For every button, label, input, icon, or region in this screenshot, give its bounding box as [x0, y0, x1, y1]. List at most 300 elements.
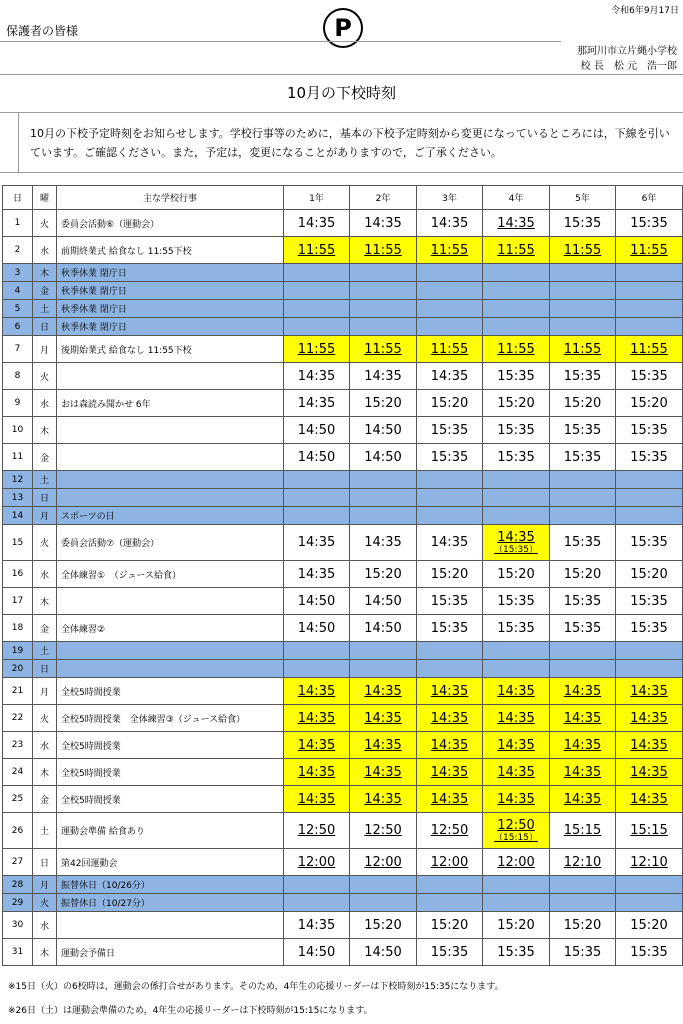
time-value: 15:35	[563, 535, 602, 550]
time-cell	[284, 507, 350, 525]
time-value: 14:35	[364, 368, 402, 384]
time-cell	[284, 300, 350, 318]
event-cell: 前期終業式 給食なし 11:55下校	[57, 237, 284, 264]
time-cell	[550, 444, 616, 471]
time-cell	[483, 300, 550, 318]
day-cell: 22	[3, 705, 33, 732]
time-cell	[483, 444, 550, 471]
day-cell: 2	[3, 237, 33, 264]
event-cell: 運動会準備 給食あり	[57, 813, 284, 849]
weekday-cell: 火	[33, 210, 57, 237]
schedule-table	[2, 185, 683, 966]
weekday-cell: 土	[33, 642, 57, 660]
table-row	[3, 489, 683, 507]
time-cell	[284, 318, 350, 336]
time-cell	[550, 210, 616, 237]
time-cell	[284, 363, 350, 390]
time-value: 14:35	[430, 764, 469, 780]
time-value: 14:35	[497, 683, 535, 699]
time-value: 14:35	[430, 737, 469, 753]
time-cell	[350, 363, 417, 390]
time-cell	[284, 732, 350, 759]
time-value: 15:35	[630, 449, 668, 465]
time-value: 15:20	[630, 917, 668, 933]
time-cell	[284, 417, 350, 444]
time-cell	[284, 939, 350, 966]
day-cell: 7	[3, 336, 33, 363]
time-cell	[284, 525, 350, 561]
time-value: 14:35	[430, 215, 469, 231]
time-cell	[483, 282, 550, 300]
school-name: 那珂川市立片縄小学校	[577, 46, 677, 57]
time-cell	[417, 660, 483, 678]
time-cell	[417, 732, 483, 759]
time-value: 15:35	[563, 215, 602, 231]
table-row	[3, 318, 683, 336]
time-cell	[350, 417, 417, 444]
time-value: 14:35	[497, 791, 535, 807]
time-cell	[616, 678, 683, 705]
time-cell	[616, 390, 683, 417]
time-value: 14:35	[630, 683, 668, 699]
time-value: 15:35	[630, 535, 668, 550]
time-cell	[417, 759, 483, 786]
time-cell	[350, 786, 417, 813]
table-row	[3, 732, 683, 759]
time-cell	[483, 912, 550, 939]
time-value: 15:20	[430, 566, 469, 582]
time-cell	[483, 894, 550, 912]
table-row	[3, 471, 683, 489]
time-cell	[616, 876, 683, 894]
time-value: 15:20	[430, 395, 469, 411]
day-cell: 23	[3, 732, 33, 759]
time-value: 14:35	[297, 764, 336, 780]
event-cell: 委員会活動⑥（運動会）	[57, 210, 284, 237]
time-cell	[550, 642, 616, 660]
time-value: 12:50	[297, 823, 336, 838]
time-value: 14:35	[297, 737, 336, 753]
time-value: 11:55	[430, 242, 469, 258]
time-cell	[483, 732, 550, 759]
time-cell	[284, 813, 350, 849]
time-cell	[483, 561, 550, 588]
time-cell	[550, 300, 616, 318]
time-value: 11:55	[297, 341, 336, 357]
time-cell	[350, 264, 417, 282]
time-cell	[350, 642, 417, 660]
day-cell: 10	[3, 417, 33, 444]
event-cell: 後期始業式 給食なし 11:55下校	[57, 336, 284, 363]
time-cell	[417, 210, 483, 237]
table-row	[3, 705, 683, 732]
time-cell	[616, 471, 683, 489]
time-cell	[616, 759, 683, 786]
time-value: 14:35	[497, 764, 535, 780]
time-cell	[550, 561, 616, 588]
weekday-cell: 水	[33, 912, 57, 939]
col-header-grade-6: 6年	[616, 186, 683, 210]
day-cell: 13	[3, 489, 33, 507]
time-cell	[417, 642, 483, 660]
time-value: 15:35	[630, 368, 668, 384]
time-value: 14:35	[297, 917, 336, 933]
document-date: 令和6年9月17日	[611, 6, 679, 16]
time-cell	[616, 318, 683, 336]
time-value: 15:35	[497, 944, 535, 960]
time-cell	[417, 561, 483, 588]
divider	[0, 172, 683, 173]
table-row	[3, 660, 683, 678]
table-row	[3, 894, 683, 912]
col-header-grade-4: 4年	[483, 186, 550, 210]
time-value: 14:35	[563, 737, 602, 753]
day-cell: 31	[3, 939, 33, 966]
event-cell	[57, 642, 284, 660]
time-value: 15:20	[364, 917, 402, 933]
weekday-cell: 月	[33, 336, 57, 363]
time-value: 15:35	[630, 593, 668, 609]
time-cell	[284, 876, 350, 894]
time-cell	[350, 300, 417, 318]
time-value: 11:55	[630, 242, 668, 258]
school-block	[577, 44, 677, 74]
time-value: 14:35	[563, 764, 602, 780]
time-cell	[550, 264, 616, 282]
time-cell	[616, 642, 683, 660]
time-cell	[350, 507, 417, 525]
time-cell	[550, 390, 616, 417]
time-value: 14:35	[630, 710, 668, 726]
time-value: 15:20	[563, 917, 602, 933]
time-value: 12:00	[297, 854, 336, 870]
day-cell: 18	[3, 615, 33, 642]
day-cell: 28	[3, 876, 33, 894]
col-header-grade-2: 2年	[350, 186, 417, 210]
weekday-cell: 木	[33, 417, 57, 444]
addressee: 保護者の皆様	[6, 24, 79, 38]
time-cell	[616, 507, 683, 525]
time-cell	[550, 318, 616, 336]
notice-text: 10月の下校予定時刻をお知らせします。学校行事等のために，基本の下校予定時刻から変更になっているところには，下線を引いています。ご確認ください。また，予定は，変更になることがありますので，ご了承ください。	[30, 127, 670, 159]
time-cell	[350, 444, 417, 471]
day-cell: 29	[3, 894, 33, 912]
weekday-cell: 水	[33, 237, 57, 264]
time-value: 11:55	[364, 341, 402, 357]
time-value: 11:55	[497, 341, 535, 357]
time-value: 14:35	[297, 710, 336, 726]
time-cell	[483, 336, 550, 363]
time-value: 15:20	[430, 917, 469, 933]
weekday-cell: 水	[33, 390, 57, 417]
time-cell	[350, 912, 417, 939]
time-cell	[483, 939, 550, 966]
time-cell	[483, 786, 550, 813]
day-cell: 4	[3, 282, 33, 300]
table-row	[3, 588, 683, 615]
event-cell	[57, 444, 284, 471]
time-value: 15:20	[364, 395, 402, 411]
time-cell	[350, 489, 417, 507]
time-value: 11:55	[297, 242, 336, 258]
time-cell	[417, 588, 483, 615]
time-value: 15:20	[364, 566, 402, 582]
day-cell: 25	[3, 786, 33, 813]
time-cell	[284, 264, 350, 282]
time-value: 14:35	[364, 215, 402, 231]
time-cell	[417, 507, 483, 525]
table-row	[3, 786, 683, 813]
time-value: 14:50	[364, 422, 402, 438]
time-cell	[284, 678, 350, 705]
time-cell	[350, 471, 417, 489]
day-cell: 17	[3, 588, 33, 615]
time-cell	[483, 507, 550, 525]
time-cell	[350, 390, 417, 417]
time-value: 14:35	[364, 764, 402, 780]
time-cell	[350, 678, 417, 705]
table-row	[3, 939, 683, 966]
divider	[18, 112, 19, 172]
time-value: 14:35	[297, 368, 336, 384]
time-value: 14:35	[430, 368, 469, 384]
time-value: 12:50	[430, 823, 469, 838]
day-cell: 9	[3, 390, 33, 417]
time-cell	[417, 615, 483, 642]
col-header-day: 日	[3, 186, 33, 210]
time-value: 14:35	[497, 530, 535, 545]
time-cell	[350, 210, 417, 237]
time-cell	[483, 705, 550, 732]
time-value: 14:35	[364, 683, 402, 699]
time-value: 15:20	[497, 395, 535, 411]
day-cell: 12	[3, 471, 33, 489]
time-value: 14:35	[364, 737, 402, 753]
time-value: 15:35	[630, 422, 668, 438]
weekday-cell: 月	[33, 507, 57, 525]
time-cell	[616, 894, 683, 912]
time-value: 14:35	[364, 791, 402, 807]
weekday-cell: 水	[33, 561, 57, 588]
event-cell: 振替休日（10/26分）	[57, 876, 284, 894]
time-value: 14:50	[364, 449, 402, 465]
time-cell	[550, 471, 616, 489]
time-value: 15:35	[497, 620, 535, 636]
time-value: 14:35	[563, 710, 602, 726]
principal-name: 校 長 松 元 浩一郎	[580, 61, 677, 72]
weekday-cell: 金	[33, 444, 57, 471]
time-value: 11:55	[563, 242, 602, 258]
table-row	[3, 759, 683, 786]
table-row	[3, 876, 683, 894]
day-cell: 3	[3, 264, 33, 282]
schedule-body	[3, 210, 683, 966]
time-cell	[550, 489, 616, 507]
weekday-cell: 土	[33, 300, 57, 318]
day-cell: 11	[3, 444, 33, 471]
time-value: 15:35	[630, 944, 668, 960]
time-value: 14:35	[497, 737, 535, 753]
table-row	[3, 390, 683, 417]
col-header-grade-1: 1年	[284, 186, 350, 210]
event-cell: 秋季休業 閉庁日	[57, 318, 284, 336]
time-cell	[616, 336, 683, 363]
time-cell	[550, 660, 616, 678]
day-cell: 1	[3, 210, 33, 237]
time-cell	[483, 318, 550, 336]
weekday-cell: 火	[33, 705, 57, 732]
day-cell: 8	[3, 363, 33, 390]
weekday-cell: 日	[33, 660, 57, 678]
table-row	[3, 615, 683, 642]
time-value: 14:35	[430, 710, 469, 726]
time-cell	[550, 363, 616, 390]
time-value: 14:35	[297, 535, 336, 550]
time-cell	[483, 363, 550, 390]
time-value: 15:20	[497, 566, 535, 582]
table-row	[3, 813, 683, 849]
time-value: 15:35	[630, 215, 668, 231]
time-value: 14:35	[497, 710, 535, 726]
time-cell	[417, 318, 483, 336]
time-value: 11:55	[630, 341, 668, 357]
time-value: 12:50	[364, 823, 402, 838]
time-cell	[550, 813, 616, 849]
col-header-grade-3: 3年	[417, 186, 483, 210]
event-cell	[57, 417, 284, 444]
time-cell	[483, 489, 550, 507]
weekday-cell: 金	[33, 786, 57, 813]
weekday-cell: 日	[33, 489, 57, 507]
col-header-event: 主な学校行事	[57, 186, 284, 210]
time-cell	[350, 813, 417, 849]
time-cell	[284, 471, 350, 489]
col-header-grade-5: 5年	[550, 186, 616, 210]
time-note: （15:35）	[494, 545, 538, 555]
weekday-cell: 月	[33, 678, 57, 705]
table-row	[3, 300, 683, 318]
time-cell	[417, 444, 483, 471]
table-row	[3, 237, 683, 264]
time-cell	[350, 939, 417, 966]
time-cell	[483, 264, 550, 282]
time-cell	[350, 336, 417, 363]
event-cell: スポーツの日	[57, 507, 284, 525]
table-row	[3, 210, 683, 237]
event-cell: 全校5時間授業	[57, 678, 284, 705]
time-cell	[616, 849, 683, 876]
table-row	[3, 849, 683, 876]
time-value: 14:35	[297, 683, 336, 699]
weekday-cell: 日	[33, 318, 57, 336]
time-value: 12:00	[430, 854, 469, 870]
time-value: 14:35	[497, 215, 535, 231]
time-value: 14:35	[630, 764, 668, 780]
day-cell: 21	[3, 678, 33, 705]
time-value: 15:15	[563, 823, 602, 838]
footnote-2: ※26日（土）は運動会準備のため，4年生の応援リーダーは下校時刻が15:15になります。	[8, 1006, 373, 1016]
time-value: 15:35	[497, 449, 535, 465]
time-value: 15:35	[563, 449, 602, 465]
time-cell	[616, 264, 683, 282]
event-cell	[57, 660, 284, 678]
time-cell	[284, 849, 350, 876]
time-cell	[483, 660, 550, 678]
time-cell	[350, 849, 417, 876]
day-cell: 20	[3, 660, 33, 678]
time-cell	[550, 615, 616, 642]
time-cell	[483, 471, 550, 489]
time-value: 14:35	[364, 535, 402, 550]
time-cell	[616, 732, 683, 759]
time-value: 14:50	[364, 620, 402, 636]
day-cell: 5	[3, 300, 33, 318]
time-cell	[616, 525, 683, 561]
time-cell	[616, 210, 683, 237]
divider	[0, 41, 561, 42]
time-cell	[350, 525, 417, 561]
time-cell	[284, 759, 350, 786]
time-value: 12:00	[364, 854, 402, 870]
time-value: 14:35	[563, 683, 602, 699]
time-value: 15:35	[630, 620, 668, 636]
time-cell	[284, 912, 350, 939]
event-cell	[57, 588, 284, 615]
time-value: 15:35	[430, 944, 469, 960]
time-cell	[483, 588, 550, 615]
weekday-cell: 月	[33, 876, 57, 894]
table-row	[3, 642, 683, 660]
page-title: 10月の下校時刻	[286, 84, 397, 102]
time-value: 14:35	[563, 791, 602, 807]
time-value: 11:55	[430, 341, 469, 357]
time-cell	[417, 489, 483, 507]
time-cell	[284, 336, 350, 363]
weekday-cell: 金	[33, 282, 57, 300]
time-cell	[483, 417, 550, 444]
time-cell	[350, 894, 417, 912]
event-cell: 全校5時間授業 全体練習③（ジュース給食）	[57, 705, 284, 732]
time-cell	[550, 894, 616, 912]
day-cell: 30	[3, 912, 33, 939]
event-cell: 運動会予備日	[57, 939, 284, 966]
table-row	[3, 417, 683, 444]
time-value: 15:35	[563, 422, 602, 438]
time-value: 14:35	[430, 791, 469, 807]
time-cell	[284, 894, 350, 912]
time-value: 15:35	[497, 422, 535, 438]
event-cell: 全校5時間授業	[57, 759, 284, 786]
table-row	[3, 525, 683, 561]
day-cell: 27	[3, 849, 33, 876]
event-cell: 全体練習②	[57, 615, 284, 642]
weekday-cell: 木	[33, 588, 57, 615]
time-value: 12:00	[497, 854, 535, 870]
time-value: 14:35	[630, 737, 668, 753]
time-cell	[616, 444, 683, 471]
time-value: 15:20	[497, 917, 535, 933]
weekday-cell: 火	[33, 525, 57, 561]
time-cell	[284, 489, 350, 507]
time-cell	[417, 525, 483, 561]
time-value: 15:35	[430, 620, 469, 636]
time-cell	[417, 336, 483, 363]
time-cell	[417, 678, 483, 705]
event-cell	[57, 363, 284, 390]
time-cell	[284, 660, 350, 678]
time-cell	[417, 390, 483, 417]
time-cell	[550, 282, 616, 300]
